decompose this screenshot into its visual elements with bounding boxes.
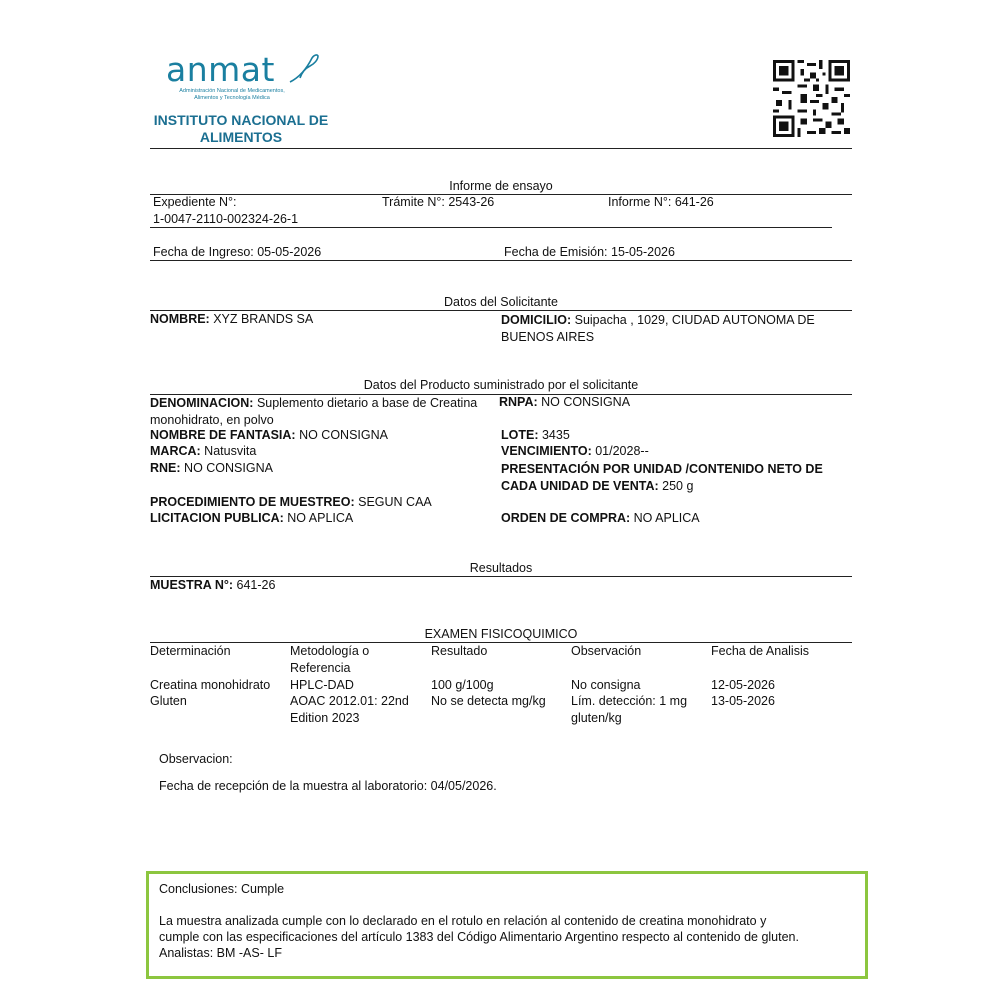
header-resultado: Resultado [431, 644, 488, 658]
header-referencia: Referencia [290, 661, 351, 675]
row-metodologia-2: Edition 2023 [290, 711, 360, 725]
row-resultado: No se detecta mg/kg [431, 694, 546, 708]
examen-line [150, 642, 852, 643]
header-observacion: Observación [571, 644, 642, 658]
fecha-recepcion: Fecha de recepción de la muestra al laboratorio: 04/05/2026. [159, 779, 497, 793]
procedimiento-label: PROCEDIMIENTO DE MUESTREO: [150, 495, 355, 509]
muestra-value: 641-26 [233, 578, 276, 592]
row-determinacion: Gluten [150, 694, 187, 708]
row-observacion: Lím. detección: 1 mg [571, 694, 688, 708]
producto-title: Datos del Producto suministrado por el solicitante [363, 378, 639, 392]
domicilio-value-2: BUENOS AIRES [501, 330, 595, 344]
row-fecha: 13-05-2026 [711, 694, 775, 708]
conclusiones-title: Conclusiones: Cumple [159, 882, 285, 896]
qr-code-icon[interactable] [773, 60, 850, 137]
conclusiones-text-1: La muestra analizada cumple con lo declarado en el rotulo en relación al contenido de creatina monohidrato y [159, 914, 767, 928]
rne-label: RNE: [150, 461, 181, 475]
row-observacion: No consigna [571, 678, 641, 692]
rne-value: NO CONSIGNA [180, 461, 273, 475]
conclusiones-box [146, 871, 868, 979]
expediente-value: 1-0047-2110-002324-26-1 [153, 212, 299, 226]
denominacion-label: DENOMINACION: [150, 396, 254, 410]
presentacion-value: 250 g [658, 479, 694, 493]
logo-word: anmat [166, 50, 275, 89]
marca-label: MARCA: [150, 444, 201, 458]
muestra-label: MUESTRA N°: [150, 578, 234, 592]
row-fecha: 12-05-2026 [711, 678, 775, 692]
vencimiento-label: VENCIMIENTO: [501, 444, 592, 458]
fechas-line [150, 260, 852, 261]
nombre-value: XYZ BRANDS SA [209, 312, 314, 326]
row-observacion-2: gluten/kg [571, 711, 622, 725]
rnpa-value: NO CONSIGNA [537, 395, 631, 409]
logo-swoosh-icon [284, 52, 324, 88]
fantasia-label: NOMBRE DE FANTASIA: [150, 428, 296, 442]
vencimiento-value: 01/2028-- [591, 444, 649, 458]
informe-number: Informe N°: 641-26 [608, 195, 714, 209]
analistas: Analistas: BM -AS- LF [159, 946, 282, 960]
lote-label: LOTE: [501, 428, 539, 442]
header-metodologia: Metodología o [290, 644, 370, 658]
nombre-label: NOMBRE: [150, 312, 210, 326]
row-metodologia: AOAC 2012.01: 22nd [290, 694, 409, 708]
report-title: Informe de ensayo [449, 179, 553, 193]
fantasia-value: NO CONSIGNA [295, 428, 388, 442]
logo-subtitle-2: Alimentos y Tecnología Médica [194, 95, 270, 101]
header-determinacion: Determinación [150, 644, 231, 658]
row-determinacion: Creatina monohidrato [150, 678, 271, 692]
resultados-title: Resultados [469, 561, 533, 575]
observacion-label: Observacion: [159, 752, 233, 766]
fecha-ingreso: Fecha de Ingreso: 05-05-2026 [153, 245, 322, 259]
marca-value: Natusvita [200, 444, 257, 458]
presentacion-label-2: CADA UNIDAD DE VENTA: [501, 479, 659, 493]
denominacion-value-1: Suplemento dietario a base de Creatina [253, 396, 478, 410]
denominacion-value-2: monohidrato, en polvo [150, 413, 274, 427]
rnpa-label: RNPA: [499, 395, 538, 409]
presentacion-label-1: PRESENTACIÓN POR UNIDAD /CONTENIDO NETO DE [501, 462, 823, 476]
examen-title: EXAMEN FISICOQUIMICO [424, 627, 578, 641]
resultados-line [150, 576, 852, 577]
domicilio-label: DOMICILIO: [501, 313, 572, 327]
institute-name-2: ALIMENTOS [199, 129, 283, 145]
conclusiones-text-2: cumple con las especificaciones del artículo 1383 del Código Alimentario Argentino respecto al contenido de gluten. [159, 930, 799, 944]
row-resultado: 100 g/100g [431, 678, 494, 692]
tramite-number: Trámite N°: 2543-26 [382, 195, 495, 209]
report-title-line [150, 194, 852, 195]
solicitante-line [150, 310, 852, 311]
fecha-emision: Fecha de Emisión: 15-05-2026 [504, 245, 675, 259]
row-metodologia: HPLC-DAD [290, 678, 354, 692]
licitacion-value: NO APLICA [283, 511, 354, 525]
licitacion-label: LICITACION PUBLICA: [150, 511, 284, 525]
header-fecha-analisis: Fecha de Analisis [711, 644, 809, 658]
anmat-logo [166, 50, 336, 110]
institute-name-1: INSTITUTO NACIONAL DE [153, 112, 329, 128]
orden-value: NO APLICA [630, 511, 700, 525]
lote-value: 3435 [538, 428, 570, 442]
orden-label: ORDEN DE COMPRA: [501, 511, 631, 525]
solicitante-title: Datos del Solicitante [444, 295, 558, 309]
header-divider [150, 148, 852, 149]
expediente-label: Expediente N°: [153, 195, 237, 209]
domicilio-value-1: Suipacha , 1029, CIUDAD AUTONOMA DE [571, 313, 815, 327]
expediente-line [150, 227, 832, 228]
procedimiento-value: SEGUN CAA [354, 495, 432, 509]
logo-subtitle-1: Administración Nacional de Medicamentos, [179, 88, 285, 94]
